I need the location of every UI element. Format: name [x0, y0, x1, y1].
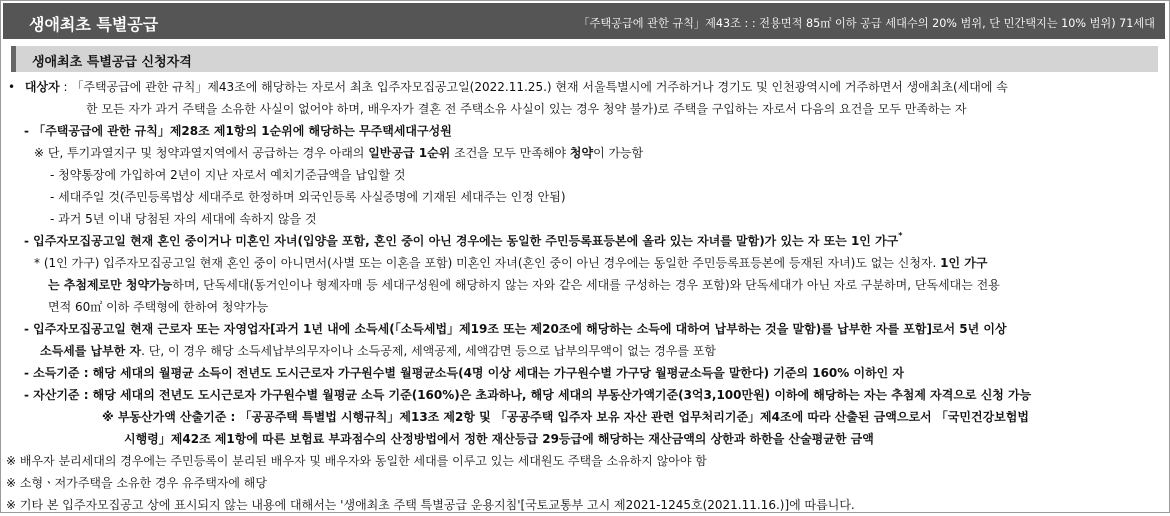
note-emphasis: 는 추첨제로만 청약가능: [48, 278, 173, 292]
target-label: 대상자: [24, 80, 60, 94]
requirement-asset-criteria: - 자산기준 : 해당 세대의 전년도 도시근로자 가구원수별 월평균 소득 기준(160%)은 초과하나, 해당 세대의 부동산가액기준(3억3,100만원) 이하에 해당하는 자는 추첨제 자격으로 신청 가능: [24, 388, 1032, 402]
note-small-house: ※ 소형ㆍ저가주택을 소유한 경우 유주택자에 해당: [6, 476, 267, 490]
note-emphasis-apply: 청약: [569, 146, 594, 160]
subsection-header: [11, 46, 1158, 72]
note-text: 하며, 단독세대(동거인이나 형제자매 등 세대구성원에 해당하지 않는 자와 같은 세대를 구성하는 경우 포함)와 단독세대가 아닌 자로 구분하며, 단독세대는 전용: [172, 278, 1000, 292]
note-separated-spouse: ※ 배우자 분리세대의 경우에는 주민등록이 분리된 배우자 및 배우자와 동일한 세대를 이루고 있는 세대원도 주택을 소유하지 않아야 함: [6, 454, 707, 468]
requirement-income-criteria: - 소득기준 : 해당 세대의 월평균 소득이 전년도 도시근로자 가구원수별 월평균소득(4명 이상 세대는 가구원수별 가구당 월평균소득을 말한다) 기준의 160% 이하인 자: [24, 366, 905, 380]
note-text: 이 가능함: [593, 146, 644, 160]
condition-account: - 청약통장에 가입하여 2년이 지난 자로서 예치기준금액을 납입할 것: [50, 168, 406, 182]
note-text: 조건을 모두 만족해야: [450, 146, 570, 160]
note-single-household: [34, 252, 987, 274]
note-asset-calculation: ※ 부동산가액 산출기준 : 「공공주택 특별법 시행규칙」제13조 제2항 및 「공공주택 입주자 보유 자산 관련 업무처리기준」제4조에 따라 산출된 금액으로서 「국민건강보험법: [102, 410, 1029, 424]
note-single-household-cont2: 면적 60㎡ 이하 주택형에 한하여 청약가능: [48, 300, 269, 314]
target-text: : 「주택공급에 관한 규칙」제43조에 해당하는 자로서 최초 입주자모집공고일(2022.11.25.) 현재 서울특별시에 거주하거나 경기도 및 인천광역시에 거주하면서 생애최초(세대에 속: [59, 80, 1008, 94]
note-text: * (1인 가구) 입주자모집공고일 현재 혼인 중이 아니면서(사별 또는 이혼을 포함) 미혼인 자녀(혼인 중이 아닌 경우에는 동일한 주민등록표등본에 등재된 자녀)도 없는 신청자.: [34, 256, 941, 270]
footnote-mark: *: [898, 231, 903, 240]
section-header: [3, 3, 1165, 39]
requirement-homeless: - 「주택공급에 관한 규칙」제28조 제1항의 1순위에 해당하는 무주택세대구성원: [24, 124, 452, 138]
eligibility-target-line: [8, 76, 1008, 98]
section-title: 생애최초 특별공급: [29, 15, 159, 34]
requirement-married-or-single: [24, 230, 902, 252]
note-emphasis: 1인 가구: [940, 256, 988, 270]
condition-no-winner: - 과거 5년 이내 당첨된 자의 세대에 속하지 않을 것: [50, 212, 317, 226]
target-text-cont: 한 모든 자가 과거 주택을 소유한 사실이 없어야 하며, 배우자가 결혼 전 주택소유 사실이 있는 경우 청약 불가)로 주택을 구입하는 자로서 다음의 요건을 모두 만족하는 자: [86, 102, 967, 116]
requirement-emphasis: 소득세를 납부한 자: [40, 344, 142, 358]
requirement-text: . 단, 이 경우 해당 소득세납부의무자이나 소득공제, 세액공제, 세액감면 등으로 납부의무액이 없는 경우를 포함: [141, 344, 716, 358]
note-asset-calculation-cont: 시행령」제42조 제1항에 따른 보험료 부과점수의 산정방법에서 정한 재산등급 29등급에 해당하는 재산금액의 상한과 하한을 산술평균한 금액: [124, 432, 874, 446]
bullet-icon: •: [8, 80, 16, 94]
note-single-household-cont: [48, 274, 1000, 296]
requirement-income-tax: - 입주자모집공고일 현재 근로자 또는 자영업자[과거 1년 내에 소득세(「소득세법」제19조 또는 제20조에 해당하는 소득에 대하여 납부하는 것을 말함)를 납부한 자를 포함]로서 5년 이상: [24, 322, 1007, 336]
eligibility-content: [0, 74, 1170, 510]
requirement-income-tax-cont: [40, 340, 716, 362]
note-emphasis-rank: 일반공급 1순위: [368, 146, 451, 160]
note-overheated-zone: [34, 142, 643, 164]
condition-householder: - 세대주일 것(주민등록법상 세대주로 한정하며 외국인등록 사실증명에 기재된 세대주는 인정 안됨): [50, 190, 566, 204]
section-legal-note: 「주택공급에 관한 규칙」제43조 : : 전용면적 85㎡ 이하 공급 세대수의 20% 범위, 단 민간택지는 10% 범위) 71세대: [578, 17, 1155, 30]
subsection-title: 생애최초 특별공급 신청자격: [32, 55, 192, 70]
note-text: ※ 단, 투기과열지구 및 청약과열지역에서 공급하는 경우 아래의: [34, 146, 369, 160]
note-guideline: ※ 기타 본 입주자모집공고 상에 표시되지 않는 내용에 대해서는 '생애최초 주택 특별공급 운용지침'[국토교통부 고시 제2021-1245호(2021.11.16.)]에 따릅니다.: [6, 498, 855, 512]
requirement-text: - 입주자모집공고일 현재 혼인 중이거나 미혼인 자녀(입양을 포함, 혼인 중이 아닌 경우에는 동일한 주민등록표등본에 올라 있는 자녀를 말함)가 있는 자 또는 1인 가구: [24, 234, 899, 248]
